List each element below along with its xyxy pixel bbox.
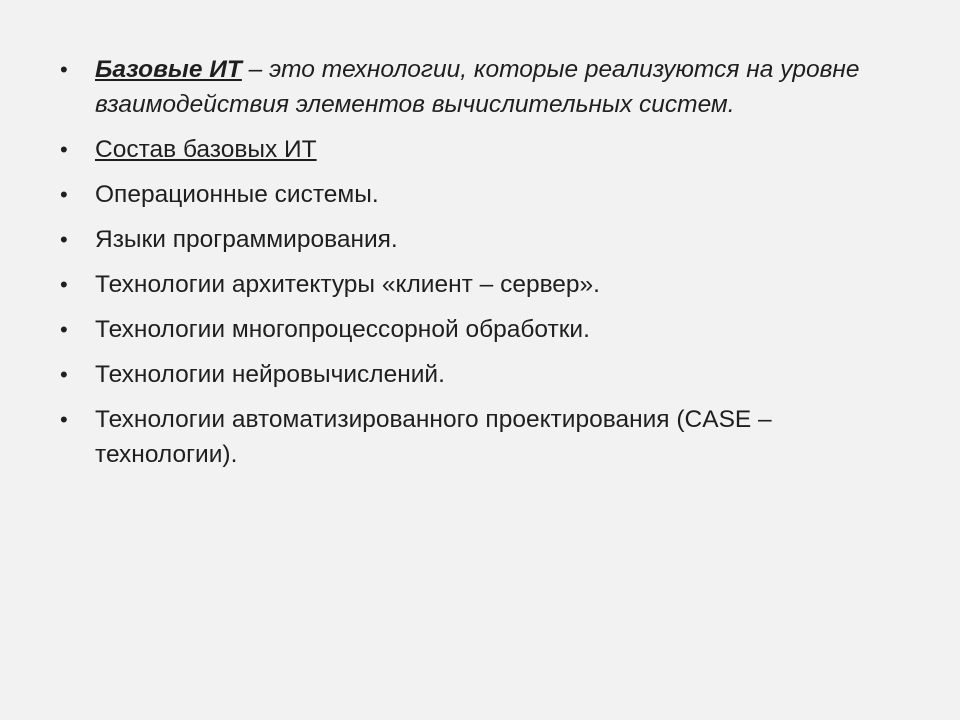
bullet-item-neurocomputing [60,357,910,392]
bullet-text: Языки программирования. [95,226,398,253]
bullet-text: Технологии нейровычислений. [95,361,445,388]
bullet-text: Операционные системы. [95,181,379,208]
bullet-icon: • [60,137,68,162]
term-basic-it: Базовые ИТ [95,56,242,83]
bullet-item-operating-systems [60,177,910,212]
bullet-icon: • [60,57,68,82]
bullet-icon: • [60,182,68,207]
bullet-text: Технологии архитектуры «клиент – сервер». [95,271,600,298]
bullet-icon: • [60,317,68,342]
bullet-item-client-server [60,267,910,302]
bullet-item-case-technologies [60,402,910,472]
bullet-list [60,52,910,482]
bullet-icon: • [60,407,68,432]
bullet-item-programming-languages [60,222,910,257]
bullet-item-composition-heading [60,132,910,167]
bullet-icon: • [60,227,68,252]
composition-heading: Состав базовых ИТ [95,136,317,163]
bullet-text: Технологии многопроцессорной обработки. [95,316,590,343]
bullet-item-multiprocessor [60,312,910,347]
term-definition: – это технологии, которые реализуются на уровне взаимодействия элементов вычислительных систем. [95,56,860,118]
bullet-icon: • [60,362,68,387]
bullet-item-basic-it-definition [60,52,910,122]
bullet-text: Технологии автоматизированного проектирования (CASE – технологии). [95,406,772,468]
bullet-icon: • [60,272,68,297]
